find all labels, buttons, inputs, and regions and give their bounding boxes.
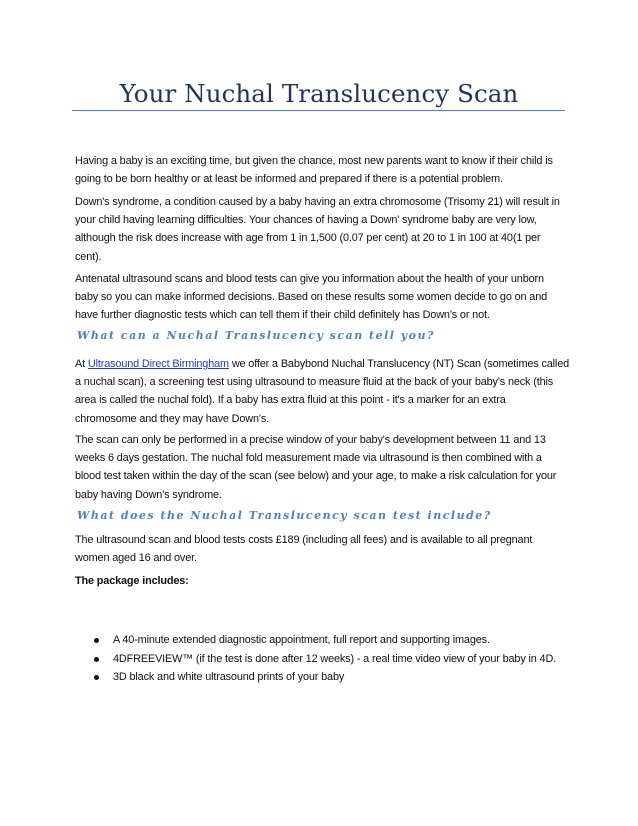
list-item-text: 4DFREEVIEW™ (if the test is done after 12 weeks) - a real time video view of your baby in 4D. <box>113 652 557 665</box>
offer-prefix: At <box>75 358 88 370</box>
section-heading-test-includes: What does the Nuchal Translucency scan test include? <box>77 509 492 522</box>
title-divider <box>72 110 565 111</box>
page-title: Your Nuchal Translucency Scan <box>119 79 519 108</box>
package-label: The package includes: <box>75 575 189 587</box>
section-heading-what-can-scan-tell: What can a Nuchal Translucency scan tell you? <box>77 329 435 342</box>
cost-paragraph: The ultrasound scan and blood tests costs £189 (including all fees) and is available to all pregnant women aged 16 and over. <box>75 534 533 565</box>
offer-text: we offer a Babybond Nuchal Translucency (NT) Scan (sometimes called a nuchal scan), a screening test using ultrasound to measure fluid at the back of your baby's neck (this area is called the nuchal fold). If a baby has extra fluid at this point - it's a marker for an extra chromosome and they may have Down's. <box>75 358 570 425</box>
list-item-text: 3D black and white ultrasound prints of your baby <box>113 671 345 683</box>
intro-paragraph: Having a baby is an exciting time, but given the chance, most new parents want to know if their child is going to be born healthy or at least be informed and prepared if there is a potential problem. <box>75 155 553 186</box>
scan-window-paragraph: The scan can only be performed in a precise window of your baby's development between 11 and 13 weeks 6 days gestation. The nuchal fold measurement made via ultrasound is then combined with a blood test taken within the day of the scan (see below) and your age, to make a risk calculation for your baby having Down's syndrome. <box>75 434 557 501</box>
bullet-icon <box>94 657 99 662</box>
bullet-icon <box>94 638 99 643</box>
list-item <box>93 668 563 687</box>
list-item-text: A 40-minute extended diagnostic appointment, full report and supporting images. <box>113 634 490 646</box>
antenatal-paragraph: Antenatal ultrasound scans and blood tests can give you information about the health of your unborn baby so you can make informed decisions. Based on these results some women decide to go on and have further diagnostic tests which can tell them if their child definitely has Down's or not. <box>75 273 548 322</box>
package-bullet-list <box>93 631 563 687</box>
downs-paragraph: Down's syndrome, a condition caused by a baby having an extra chromosome (Trisomy 21) will result in your child having learning difficulties. Your chances of having a Down' syndrome baby are very low, although the risk does increase with age from 1 in 1,500 (0.07 per cent) at 20 to 1 in 100 at 40(1 per cent). <box>75 196 560 263</box>
list-item <box>93 650 563 669</box>
offer-paragraph <box>75 355 569 428</box>
ultrasound-direct-birmingham-link[interactable]: Ultrasound Direct Birmingham <box>87 358 229 370</box>
bullet-icon <box>94 675 99 680</box>
list-item <box>93 631 563 650</box>
